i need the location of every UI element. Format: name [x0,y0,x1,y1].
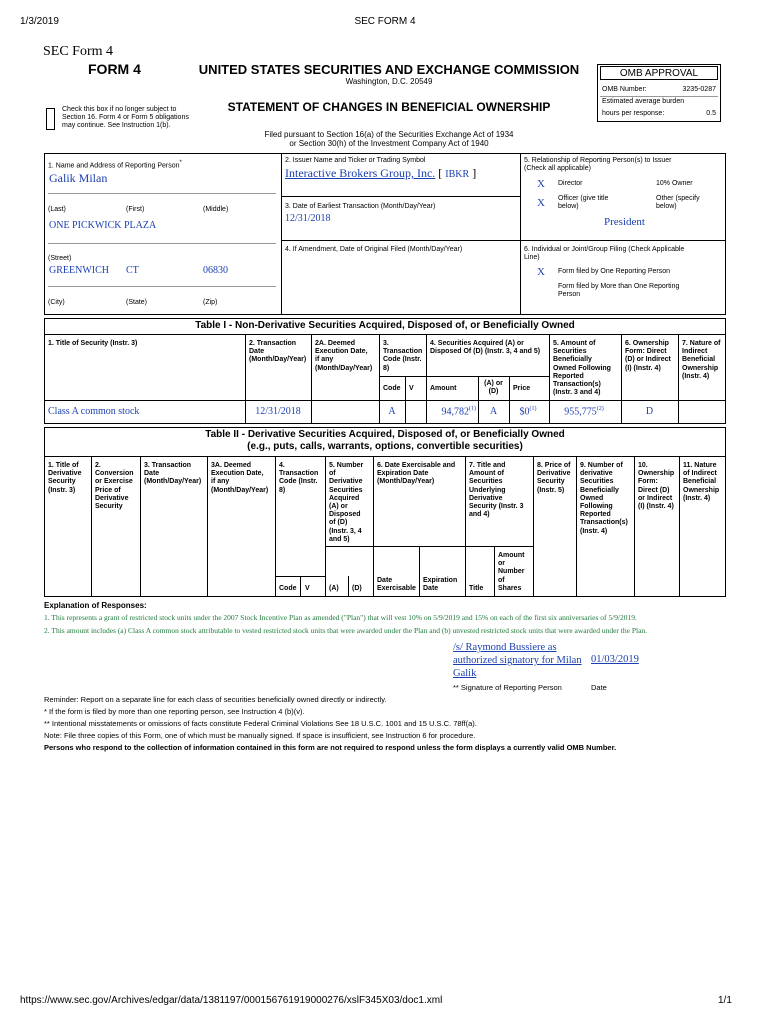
note-reminder: Reminder: Report on a separate line for each class of securities beneficially owned directly or indirectly. [44,695,387,704]
first-label: (First) [126,206,145,213]
signature-label: ** Signature of Reporting Person [453,683,562,692]
t2-col-underlying [469,462,523,519]
t2-col-number-line-2: of [329,470,336,478]
t2-sub-d: (D) [352,585,362,592]
omb-approval-title: OMB APPROVAL [600,66,718,80]
t1-col-deemed [315,340,372,373]
t2-col-exercisable-line-3: (Month/Day/Year) [377,478,435,486]
relationship-label-2: (Check all applicable) [524,165,591,173]
footnote-1: 1. This represents a grant of restricted stock units under the 2007 Stock Incentive Plan as amended ("Plan") that will vest 10% on 5/9/2019 and 15% on each of the first six anniversaries of 5/9/2019. [44,613,637,622]
table-1-title: Table I - Non-Derivative Securities Acquired, Disposed of, or Beneficially Owned [195,320,575,331]
t2-col-owned-line-8: Transaction(s) [580,519,628,527]
city-label: (City) [48,299,65,306]
t2-col-number-line-5: Acquired [329,494,360,502]
signature[interactable] [453,641,582,680]
filing-label-1: 6. Individual or Joint/Group Filing (Check Applicable [524,246,685,253]
one-person-label: Form filed by One Reporting Person [558,268,671,275]
sec-form-label: SEC Form 4 [43,44,114,59]
t1-col-nature-line-1: 7. Nature of [682,340,721,347]
t2-col-owned-line-1: 9. Number of [580,462,623,469]
issuer-ticker: IBKR [445,169,470,180]
burden-label-1: Estimated average burden [602,98,685,105]
t2-col-underlying-line-1: 7. Title and [469,462,506,469]
t1-col-date-line-2: Date [249,348,265,356]
t1-col-amount-line-2: Securities [553,348,587,356]
date-label: Date [591,683,607,692]
t2-sub-shares-line-2: or [498,560,505,568]
t1-col-nature-line-4: Ownership [682,364,719,372]
t2-col-owned-line-3: Securities [580,478,614,486]
t1-sub-ad [478,380,509,396]
filed-line-2: or Section 30(h) of the Investment Company Act of 1940 [289,139,489,148]
signature-line-3: Galik [453,668,477,679]
t2-col-number [329,462,363,544]
t2-col-number-line-3: Derivative [329,478,363,486]
t1-col-date [249,340,306,365]
officer-mark[interactable]: X [537,197,545,209]
t1-col-nature-line-2: Indirect [682,348,708,356]
other-label-2: below) [656,203,677,211]
form-title: FORM 4 [88,61,141,77]
t2-col-conversion [95,462,134,511]
t1-col-amount-line-7: (Instr. 3 and 4) [553,389,601,397]
t2-sub-title: Title [469,585,484,592]
t1-col-nature-line-5: (Instr. 4) [682,372,710,380]
t2-col-owned-line-9: (Instr. 4) [580,527,608,535]
more-persons-label [558,283,679,299]
commission-city: Washington, D.C. 20549 [345,77,433,86]
t2-col-owned-line-6: Following [580,503,613,511]
t2-col-nature-line-3: Beneficial [683,478,717,486]
t1-col-acquired-line-2: Disposed Of (D) (Instr. 3, 4 and 5) [430,348,541,356]
t2-col-exercisable-line-1: 6. Date Exercisable and [377,462,456,469]
t1-col-nature [682,340,721,381]
signature-line-1: /s/ Raymond Bussiere as [453,642,557,653]
t2-col-exercisable-line-2: Expiration Date [377,470,429,478]
t2-col-ownership-line-2: Ownership [638,470,675,478]
t2-col-conversion-line-6: Security [95,503,123,511]
t1-col-title: 1. Title of Security (Instr. 3) [48,340,138,347]
note-copies: Note: File three copies of this Form, one of which must be manually signed. If space is insufficient, see Instruction 6 for procedure. [44,731,476,740]
t2-col-number-line-8: of (D) [329,519,348,527]
director-label: Director [558,180,583,187]
statement-title: STATEMENT OF CHANGES IN BENEFICIAL OWNERSHIP [227,100,551,114]
t2-col-price-line-3: Security [537,478,565,486]
print-date: 1/3/2019 [20,16,59,27]
t1-col-amount-line-4: Owned Following [553,364,611,372]
earliest-date: 12/31/2018 [285,213,331,224]
t2-sub-exercisable-line-2: Exercisable [377,585,416,593]
zip-value: 06830 [203,265,228,276]
t2-col-code-line-2: Transaction [279,470,319,478]
t1-row-date: 12/31/2018 [255,406,301,417]
table-2-title-1: Table II - Derivative Securities Acquired, Disposed of, or Beneficially Owned [205,429,565,440]
t1-col-code-line-3: Code (Instr. [383,356,422,364]
officer-label [558,195,608,211]
explanation-label: Explanation of Responses: [44,601,147,610]
t2-sub-v: V [305,585,310,592]
state-label: (State) [126,299,148,306]
t2-col-conversion-line-3: or Exercise [95,478,133,486]
t2-col-deemed-line-4: (Month/Day/Year) [211,486,269,494]
t1-col-ownership-line-2: Form: Direct [625,348,667,356]
t2-col-underlying-line-3: Securities [469,478,503,486]
omb-number-label: OMB Number: [602,86,647,93]
t2-col-code-line-1: 4. [279,462,285,469]
t2-col-ownership-line-3: Form: [638,478,658,486]
more-persons-label-2: Person [558,291,581,299]
t1-col-ownership-line-3: (D) or Indirect [625,356,671,364]
t2-sub-expiration-line-2: Date [423,585,439,593]
t2-col-conversion-line-2: Conversion [95,470,134,478]
t1-col-deemed-line-2: Execution Date, [315,348,368,356]
t1-col-code-line-4: 8) [383,364,390,372]
t1-col-date-line-3: (Month/Day/Year) [249,356,307,364]
officer-title: President [604,216,645,228]
t1-col-deemed-line-1: 2A. Deemed [315,340,356,347]
commission-title: UNITED STATES SECURITIES AND EXCHANGE COMMISSION [198,62,580,77]
t2-col-nature-line-2: of Indirect [683,470,717,478]
t2-col-deemed-line-2: Execution Date, [211,470,264,478]
t2-col-title [48,462,81,495]
middle-label: (Middle) [203,206,229,213]
t2-sub-shares-line-1: Amount [498,552,525,559]
footnote-2: 2. This amount includes (a) Class A common stock attributable to vested restricted stock units that were awarded under the Plan and (b) unvested restricted stock units that were awarded under the Plan. [44,626,648,635]
city-value: GREENWICH [49,265,109,276]
t2-col-owned-line-7: Reported [580,511,611,519]
t2-col-owned-line-4: Beneficially [580,486,619,494]
t1-col-code [383,340,422,373]
note-double-star: ** Intentional misstatements or omissions of facts constitute Federal Criminal Violations See 18 U.S.C. 1001 and 15 U.S.C. 78ff(a). [44,719,477,728]
table-2-title-2: (e.g., puts, calls, warrants, options, convertible securities) [247,441,523,452]
ten-percent-label: 10% Owner [656,180,693,187]
t2-sub-shares-line-4: of [498,576,505,584]
t2-col-date-line-3: (Month/Day/Year) [144,478,202,486]
no-longer-subject-checkbox[interactable] [46,108,55,130]
t1-row-title: Class A common stock [48,406,140,417]
t2-col-date-line-1: 3. Transaction [144,462,192,469]
t2-col-ownership-line-5: or Indirect [638,494,673,502]
filing-label [524,246,684,262]
t2-col-deemed [211,462,268,495]
t2-sub-exercisable [377,577,416,593]
t1-col-amount-line-6: Transaction(s) [553,381,601,389]
t1-sub-ad-line-1: (A) or [484,380,503,387]
t2-col-exercisable [377,462,455,487]
t2-col-title-line-1: 1. Title of [48,462,79,469]
t2-col-ownership-line-4: Direct (D) [638,486,670,494]
reporting-person-name[interactable]: Galik Milan [49,171,108,185]
bracket-open: [ [438,166,443,180]
t1-col-ownership-line-4: (I) (Instr. 4) [625,364,661,372]
t2-col-number-line-9: (Instr. 3, 4 [329,527,362,535]
t2-col-owned [580,462,628,536]
t2-col-underlying-line-4: Underlying [469,486,506,494]
t1-col-ownership [625,340,671,373]
earliest-date-label: 3. Date of Earliest Transaction (Month/Day/Year) [285,203,436,210]
t1-col-acquired [430,340,540,356]
t2-col-nature [683,462,719,503]
t2-sub-a: (A) [329,585,339,592]
t2-col-number-line-7: Disposed [329,511,361,519]
t2-col-ownership [638,462,674,511]
t2-col-price-line-1: 8. Price of [537,462,571,469]
check-box-text: Check this box if no longer subject to Section 16. Form 4 or Form 5 obligations may continue. See Instruction 1(b). [62,106,189,129]
t1-col-code-line-2: Transaction [383,348,423,356]
t1-col-ownership-line-1: 6. Ownership [625,340,669,347]
t2-col-nature-line-5: (Instr. 4) [683,494,711,502]
t2-col-deemed-line-1: 3A. Deemed [211,462,252,469]
other-label [656,195,700,211]
t2-col-owned-line-5: Owned [580,494,604,502]
state-value: CT [126,265,139,276]
t2-col-number-line-4: Securities [329,486,363,494]
t1-row-owned: 955,775$^{(2)}$ [564,406,604,418]
t2-col-code [279,462,318,495]
t1-sub-price: Price [513,385,531,392]
issuer-label: 2. Issuer Name and Ticker or Trading Symbol [285,157,426,164]
t1-col-nature-line-3: Beneficial [682,356,716,364]
t2-col-deemed-line-3: if any [211,478,230,486]
more-persons-label-1: Form filed by More than One Reporting [558,283,680,290]
t1-row-form: D [645,406,654,417]
name-label: 1. Name and Address of Reporting Person* [48,160,182,170]
street-label: (Street) [48,255,72,262]
t1-row-price: $0$^{(1)}$ [519,406,537,418]
t2-col-code-line-3: Code (Instr. [279,478,318,486]
director-mark[interactable]: X [537,178,545,190]
t1-row-code: A [388,406,396,417]
t1-col-amount-line-1: 5. Amount of [553,340,596,347]
print-title: SEC FORM 4 [354,16,416,27]
relationship-label-1: 5. Relationship of Reporting Person(s) to Issuer [524,157,672,164]
t2-col-underlying-line-5: Derivative [469,494,503,502]
t2-col-underlying-line-6: Security (Instr. 3 [469,503,524,511]
t1-col-amount-line-3: Beneficially [553,356,592,364]
filed-line-1: Filed pursuant to Section 16(a) of the Securities Exchange Act of 1934 [264,130,514,139]
t2-col-conversion-line-5: Derivative [95,494,129,502]
signature-line-2: authorized signatory for Milan [453,655,582,666]
burden-value: 0.5 [706,110,716,117]
t2-col-nature-line-1: 11. Nature [683,462,717,469]
bracket-close: ] [472,166,477,180]
t2-col-date-line-2: Date [144,470,160,478]
last-label: (Last) [48,206,66,213]
t2-sub-code: Code [279,585,297,592]
issuer-name-link[interactable]: Interactive Brokers Group, Inc. [285,166,436,180]
t2-col-title-line-3: Security [48,478,76,486]
print-page: 1/1 [718,995,732,1006]
t2-col-conversion-line-1: 2. [95,462,101,469]
t2-col-underlying-line-2: Amount of [469,470,504,478]
t2-col-number-line-1: 5. Number [329,462,364,469]
t1-col-code-line-1: 3. [383,340,389,347]
relationship-label [524,157,671,173]
t2-col-number-line-6: (A) or [329,503,348,511]
signature-date: 01/03/2019 [591,654,639,665]
t1-sub-ad-line-2: (D) [488,388,499,396]
t1-col-amount [553,340,611,397]
t1-sub-v: V [409,385,414,392]
burden-label-2: hours per response: [602,110,665,117]
t2-col-ownership-line-6: (I) (Instr. 4) [638,503,674,511]
t2-col-title-line-2: Derivative [48,470,82,478]
t2-col-underlying-line-7: and 4) [469,511,490,519]
t1-col-date-line-1: 2. Transaction [249,340,297,347]
officer-label-2: below) [558,203,579,211]
note-star: * If the form is filed by more than one reporting person, see Instruction 4 (b)(v). [44,707,305,716]
t2-col-title-line-4: (Instr. 3) [48,486,76,494]
amendment-label: 4. If Amendment, Date of Original Filed (Month/Day/Year) [285,246,463,253]
print-url: https://www.sec.gov/Archives/edgar/data/1381197/000156761919000276/xslF345X03/doc1.xml [20,995,443,1006]
t1-row-ad: A [489,406,498,417]
t1-row-amount: 94,782$^{(1)}$ [441,406,476,418]
t2-col-price-line-4: (Instr. 5) [537,486,565,494]
t1-col-amount-line-5: Reported [553,372,584,380]
t2-sub-shares [498,552,524,593]
t2-sub-expiration-line-1: Expiration [423,577,458,584]
omb-number: 3235-0287 [682,86,716,93]
issuer-name-row [285,166,476,181]
t2-col-number-line-10: and 5) [329,535,350,543]
one-person-mark[interactable]: X [537,266,545,278]
t2-col-ownership-line-1: 10. [638,462,648,469]
other-label-1: Other (specify [656,195,700,202]
t2-sub-exercisable-line-1: Date [377,577,393,584]
t1-sub-code: Code [383,385,401,392]
note-omb: Persons who respond to the collection of information contained in this form are not required to respond unless the form displays a currently valid OMB Number. [44,743,617,752]
t1-col-acquired-line-1: 4. Securities Acquired (A) or [430,340,524,347]
t1-col-deemed-line-4: (Month/Day/Year) [315,364,373,372]
t2-col-conversion-line-4: Price of [95,486,121,494]
t2-sub-shares-line-5: Shares [498,584,522,592]
t2-col-date [144,462,201,487]
zip-label: (Zip) [203,299,218,306]
filed-pursuant [185,130,593,148]
officer-label-1: Officer (give title [558,195,609,202]
t2-sub-shares-line-3: Number [498,568,525,576]
street-address: ONE PICKWICK PLAZA [49,220,157,231]
t2-col-code-line-4: 8) [279,486,286,494]
t2-col-price-line-2: Derivative [537,470,571,478]
filing-label-2: Line) [524,254,540,262]
t1-col-deemed-line-3: if any [315,356,334,364]
t2-sub-expiration [423,577,457,593]
t2-col-price [537,462,570,495]
t2-col-nature-line-4: Ownership [683,486,720,494]
t2-col-owned-line-2: derivative [580,470,613,478]
table-2-title [44,429,726,453]
t1-sub-amount: Amount [430,385,457,392]
